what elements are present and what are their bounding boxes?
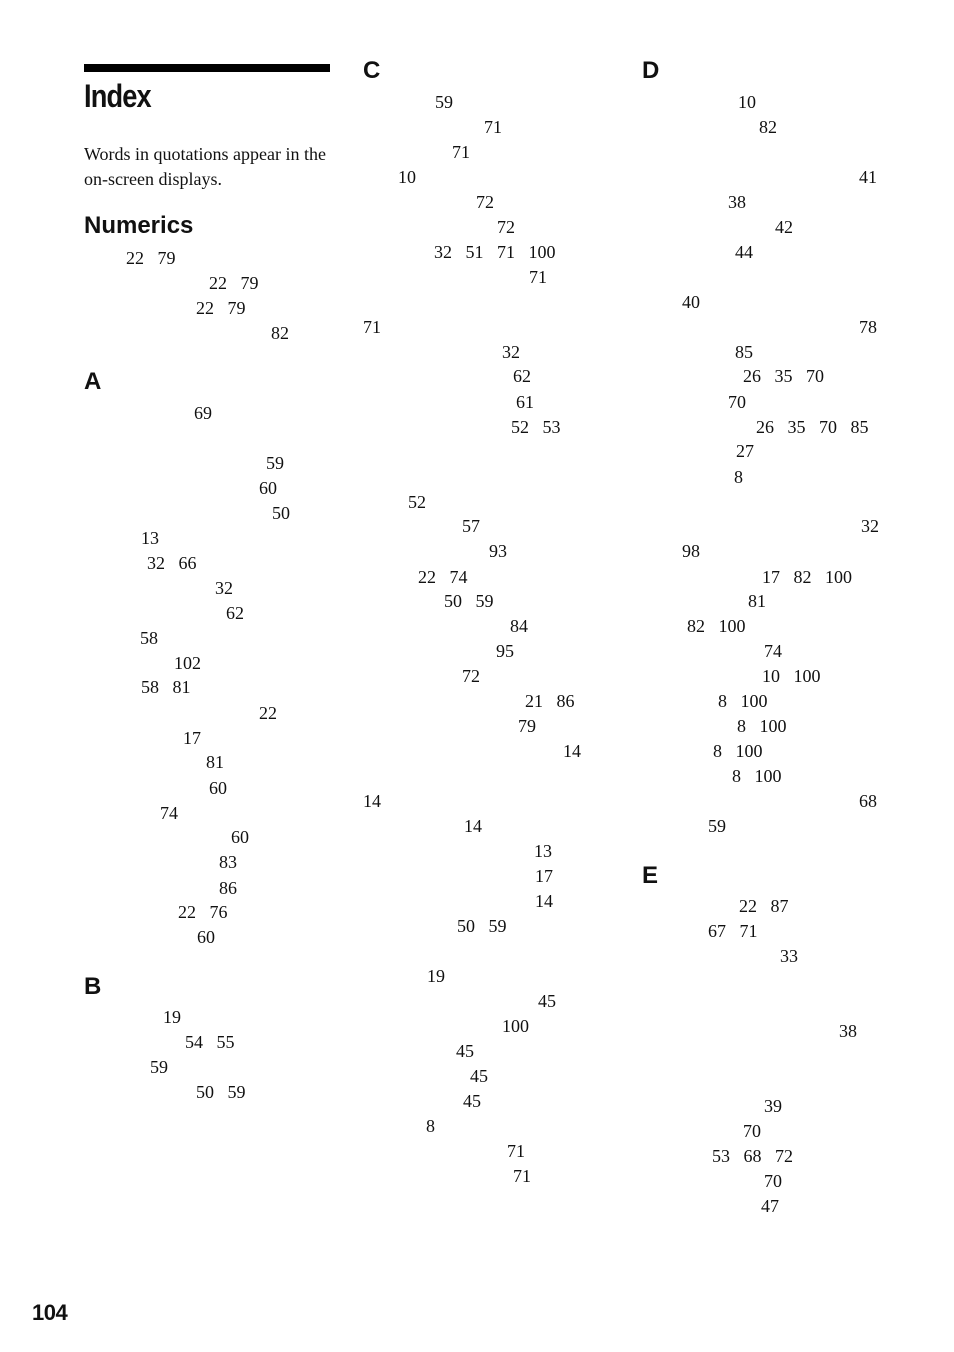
index-entry: 68 — [859, 791, 877, 811]
index-entry: 22 76 — [178, 902, 228, 922]
index-entry: 33 — [780, 946, 798, 966]
index-entry: 72 — [462, 666, 480, 686]
page-title: Index — [84, 78, 151, 114]
index-entry: 8 — [426, 1116, 435, 1136]
index-entry: 60 — [209, 778, 227, 798]
index-entry: 54 55 — [185, 1032, 235, 1052]
index-entry: 82 — [759, 117, 777, 137]
index-entry: 17 82 100 — [762, 567, 852, 587]
index-entry: 32 — [502, 342, 520, 362]
index-entry: 60 — [197, 927, 215, 947]
index-entry: 71 — [452, 142, 470, 162]
index-entry: 22 79 — [126, 248, 176, 268]
index-entry: 45 — [456, 1041, 474, 1061]
index-entry: 50 — [272, 503, 290, 523]
index-entry: 45 — [470, 1066, 488, 1086]
index-entry: 93 — [489, 541, 507, 561]
index-entry: 39 — [764, 1096, 782, 1116]
page-number: 104 — [32, 1300, 68, 1325]
index-entry: 59 — [435, 92, 453, 112]
index-entry: 100 — [502, 1016, 529, 1036]
index-entry: 70 — [743, 1121, 761, 1141]
index-entry: 71 — [513, 1166, 531, 1186]
index-entry: 70 — [764, 1171, 782, 1191]
index-entry: 62 — [513, 366, 531, 386]
index-entry: 26 35 70 — [743, 366, 824, 386]
index-entry: 71 — [363, 317, 381, 337]
index-entry: 82 100 — [687, 616, 746, 636]
index-entry: 78 — [859, 317, 877, 337]
index-entry: 71 — [484, 117, 502, 137]
index-entry: 10 — [738, 92, 756, 112]
section-heading-d: D — [642, 57, 660, 84]
index-entry: 58 — [140, 628, 158, 648]
index-entry: 27 — [736, 441, 754, 461]
index-entry: 71 — [529, 267, 547, 287]
index-entry: 45 — [463, 1091, 481, 1111]
index-entry: 72 — [476, 192, 494, 212]
index-entry: 14 — [563, 741, 581, 761]
index-entry: 13 — [141, 528, 159, 548]
index-entry: 83 — [219, 852, 237, 872]
index-entry: 8 100 — [732, 766, 782, 786]
index-entry: 84 — [510, 616, 528, 636]
index-entry: 22 79 — [196, 298, 246, 318]
index-entry: 81 — [748, 591, 766, 611]
index-entry: 82 — [271, 323, 289, 343]
index-entry: 69 — [194, 403, 212, 423]
index-entry: 22 — [259, 703, 277, 723]
index-entry: 17 — [535, 866, 553, 886]
index-entry: 32 66 — [147, 553, 197, 573]
index-entry: 10 100 — [762, 666, 821, 686]
index-entry: 32 — [861, 516, 879, 536]
section-heading-e: E — [642, 862, 659, 889]
section-heading-numerics: Numerics — [84, 212, 194, 239]
index-entry: 86 — [219, 878, 237, 898]
index-entry: 70 — [728, 392, 746, 412]
index-entry: 50 59 — [196, 1082, 246, 1102]
index-entry: 98 — [682, 541, 700, 561]
index-entry: 53 68 72 — [712, 1146, 793, 1166]
index-entry: 61 — [516, 392, 534, 412]
index-entry: 22 79 — [209, 273, 259, 293]
index-entry: 32 — [215, 578, 233, 598]
index-entry: 62 — [226, 603, 244, 623]
index-entry: 40 — [682, 292, 700, 312]
index-entry: 42 — [775, 217, 793, 237]
section-heading-a: A — [84, 368, 102, 395]
index-entry: 60 — [231, 827, 249, 847]
index-entry: 32 51 71 100 — [434, 242, 556, 262]
index-entry: 50 59 — [457, 916, 507, 936]
index-entry: 8 100 — [718, 691, 768, 711]
intro-text: Words in quotations appear in the on-screen displays. — [84, 144, 326, 189]
index-entry: 74 — [764, 641, 782, 661]
index-entry: 19 — [163, 1007, 181, 1027]
index-entry: 102 — [174, 653, 201, 673]
index-entry: 95 — [496, 641, 514, 661]
index-entry: 59 — [266, 453, 284, 473]
index-entry: 21 86 — [525, 691, 575, 711]
index-entry: 44 — [735, 242, 753, 262]
index-entry: 72 — [497, 217, 515, 237]
index-entry: 22 74 — [418, 567, 468, 587]
index-entry: 17 — [183, 728, 201, 748]
index-entry: 8 100 — [713, 741, 763, 761]
index-entry: 52 — [408, 492, 426, 512]
index-entry: 14 — [464, 816, 482, 836]
index-entry: 50 59 — [444, 591, 494, 611]
index-entry: 85 — [735, 342, 753, 362]
section-heading-c: C — [363, 57, 381, 84]
index-entry: 67 71 — [708, 921, 758, 941]
index-entry: 71 — [507, 1141, 525, 1161]
index-entry: 58 81 — [141, 677, 191, 697]
index-entry: 14 — [363, 791, 381, 811]
index-entry: 38 — [728, 192, 746, 212]
section-heading-b: B — [84, 973, 102, 1000]
index-entry: 47 — [761, 1196, 779, 1216]
index-entry: 10 — [398, 167, 416, 187]
index-entry: 38 — [839, 1021, 857, 1041]
index-entry: 13 — [534, 841, 552, 861]
index-entry: 74 — [160, 803, 178, 823]
index-entry: 26 35 70 85 — [756, 417, 869, 437]
index-entry: 59 — [150, 1057, 168, 1077]
index-entry: 81 — [206, 752, 224, 772]
index-entry: 19 — [427, 966, 445, 986]
index-entry: 79 — [518, 716, 536, 736]
index-entry: 60 — [259, 478, 277, 498]
index-entry: 22 87 — [739, 896, 789, 916]
index-entry: 8 100 — [737, 716, 787, 736]
index-entry: 14 — [535, 891, 553, 911]
index-entry: 59 — [708, 816, 726, 836]
index-entry: 8 — [734, 467, 743, 487]
title-rule — [84, 64, 330, 72]
index-entry: 45 — [538, 991, 556, 1011]
index-entry: 41 — [859, 167, 877, 187]
index-entry: 57 — [462, 516, 480, 536]
index-entry: 52 53 — [511, 417, 561, 437]
